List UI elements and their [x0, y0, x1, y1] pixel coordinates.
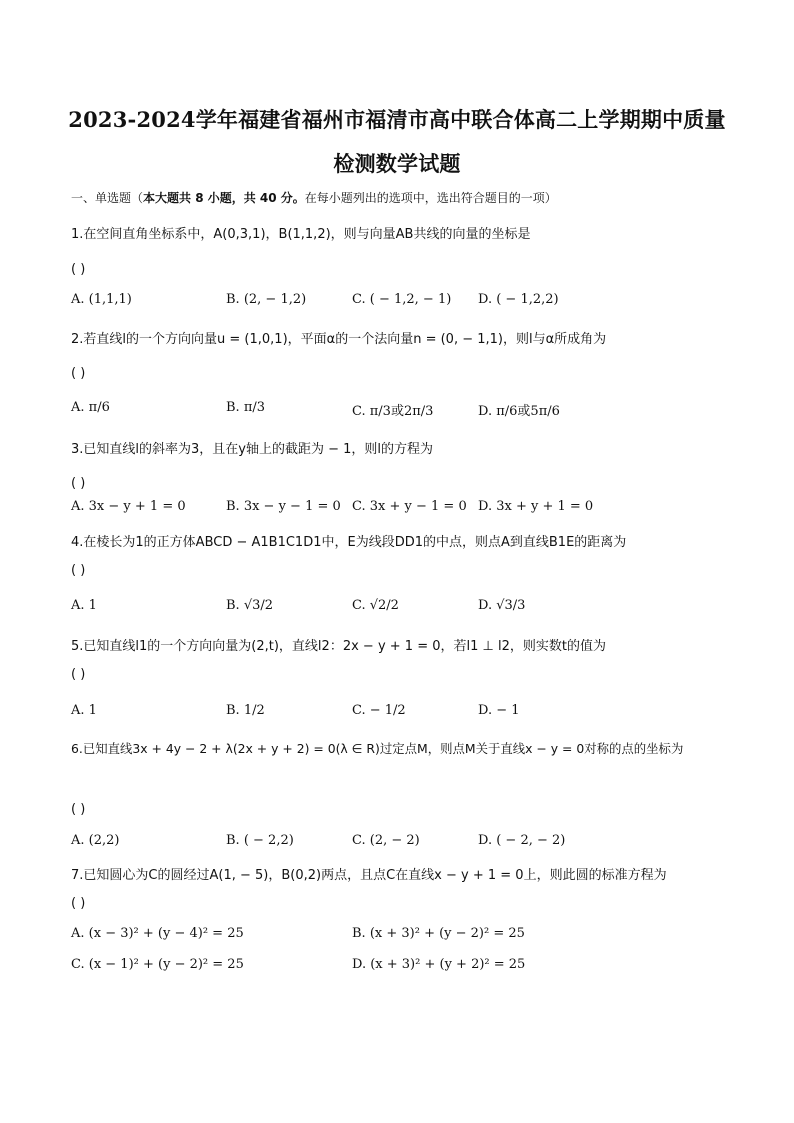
- question-6-option-d: D. ( − 2, − 2): [478, 833, 566, 848]
- question-2-paren: ( ): [71, 366, 86, 381]
- question-7-option-d: D. (x + 3)² + (y + 2)² = 25: [352, 957, 526, 972]
- section-heading: [71, 189, 557, 206]
- question-1-option-d: D. ( − 1,2,2): [478, 292, 559, 307]
- question-5-option-b: B. 1/2: [226, 703, 265, 718]
- question-3-option-a: A. 3x − y + 1 = 0: [71, 499, 186, 514]
- question-6-option-a: A. (2,2): [71, 833, 120, 848]
- question-3-option-d: D. 3x + y + 1 = 0: [478, 499, 594, 514]
- question-6-stem: 6.已知直线3x + 4y − 2 + λ(2x + y + 2) = 0(λ ∈ R)过定点M，则点M关于直线x − y = 0对称的点的坐标为: [71, 741, 684, 756]
- question-5-option-c: C. − 1/2: [352, 703, 406, 718]
- question-1-paren: ( ): [71, 262, 86, 277]
- question-1-option-b: B. (2, − 1,2): [226, 292, 307, 307]
- exam-title-line2: 检测数学试题: [333, 151, 461, 176]
- question-4-paren: ( ): [71, 563, 86, 578]
- question-7-option-a: A. (x − 3)² + (y − 4)² = 25: [71, 926, 244, 941]
- question-7-option-b: B. (x + 3)² + (y − 2)² = 25: [352, 926, 525, 941]
- question-2-option-a: A. π/6: [71, 400, 110, 415]
- question-2-stem: 2.若直线l的一个方向向量u = (1,0,1)，平面α的一个法向量n = (0, − 1,1)，则l与α所成角为: [71, 332, 607, 347]
- question-5-option-a: A. 1: [71, 703, 97, 718]
- question-4-option-b: B. √3/2: [226, 598, 274, 613]
- section-suffix: 在每小题列出的选项中，选出符合题目的一项）: [304, 191, 557, 205]
- section-prefix: 一、单选题（: [71, 191, 144, 205]
- question-2-option-d: D. π/6或5π/6: [478, 404, 560, 419]
- question-2-option-c: C. π/3或2π/3: [352, 404, 434, 419]
- question-4-stem: 4.在棱长为1的正方体ABCD − A1B1C1D1中，E为线段DD1的中点，则点A到直线B1E的距离为: [71, 535, 627, 550]
- exam-title-line1: 2023-2024学年福建省福州市福清市高中联合体高二上学期期中质量: [68, 107, 726, 132]
- question-1-option-c: C. ( − 1,2, − 1): [352, 292, 452, 307]
- question-2-option-b: B. π/3: [226, 400, 266, 415]
- question-7-paren: ( ): [71, 896, 86, 911]
- section-bold: 本大题共 8 小题，共 40 分。: [143, 191, 305, 205]
- question-3-option-b: B. 3x − y − 1 = 0: [226, 499, 341, 514]
- question-4-option-a: A. 1: [71, 598, 97, 613]
- question-5-stem: 5.已知直线l1的一个方向向量为(2,t)，直线l2：2x − y + 1 = 0，若l1 ⊥ l2，则实数t的值为: [71, 639, 606, 654]
- question-6-option-b: B. ( − 2,2): [226, 833, 294, 848]
- question-7-stem: 7.已知圆心为C的圆经过A(1, − 5)，B(0,2)两点，且点C在直线x − y + 1 = 0上，则此圆的标准方程为: [71, 868, 667, 883]
- question-6-option-c: C. (2, − 2): [352, 833, 420, 848]
- question-5-option-d: D. − 1: [478, 703, 520, 718]
- question-3-paren: ( ): [71, 476, 86, 491]
- question-1-option-a: A. (1,1,1): [71, 292, 132, 307]
- question-1-stem: 1.在空间直角坐标系中，A(0,3,1)，B(1,1,2)，则与向量AB共线的向量的坐标是: [71, 227, 531, 242]
- question-4-option-c: C. √2/2: [352, 598, 399, 613]
- question-7-option-c: C. (x − 1)² + (y − 2)² = 25: [71, 957, 244, 972]
- question-3-stem: 3.已知直线l的斜率为3，且在y轴上的截距为 − 1，则l的方程为: [71, 442, 434, 457]
- question-5-paren: ( ): [71, 667, 86, 682]
- question-4-option-d: D. √3/3: [478, 598, 526, 613]
- question-3-option-c: C. 3x + y − 1 = 0: [352, 499, 467, 514]
- question-6-paren: ( ): [71, 802, 86, 817]
